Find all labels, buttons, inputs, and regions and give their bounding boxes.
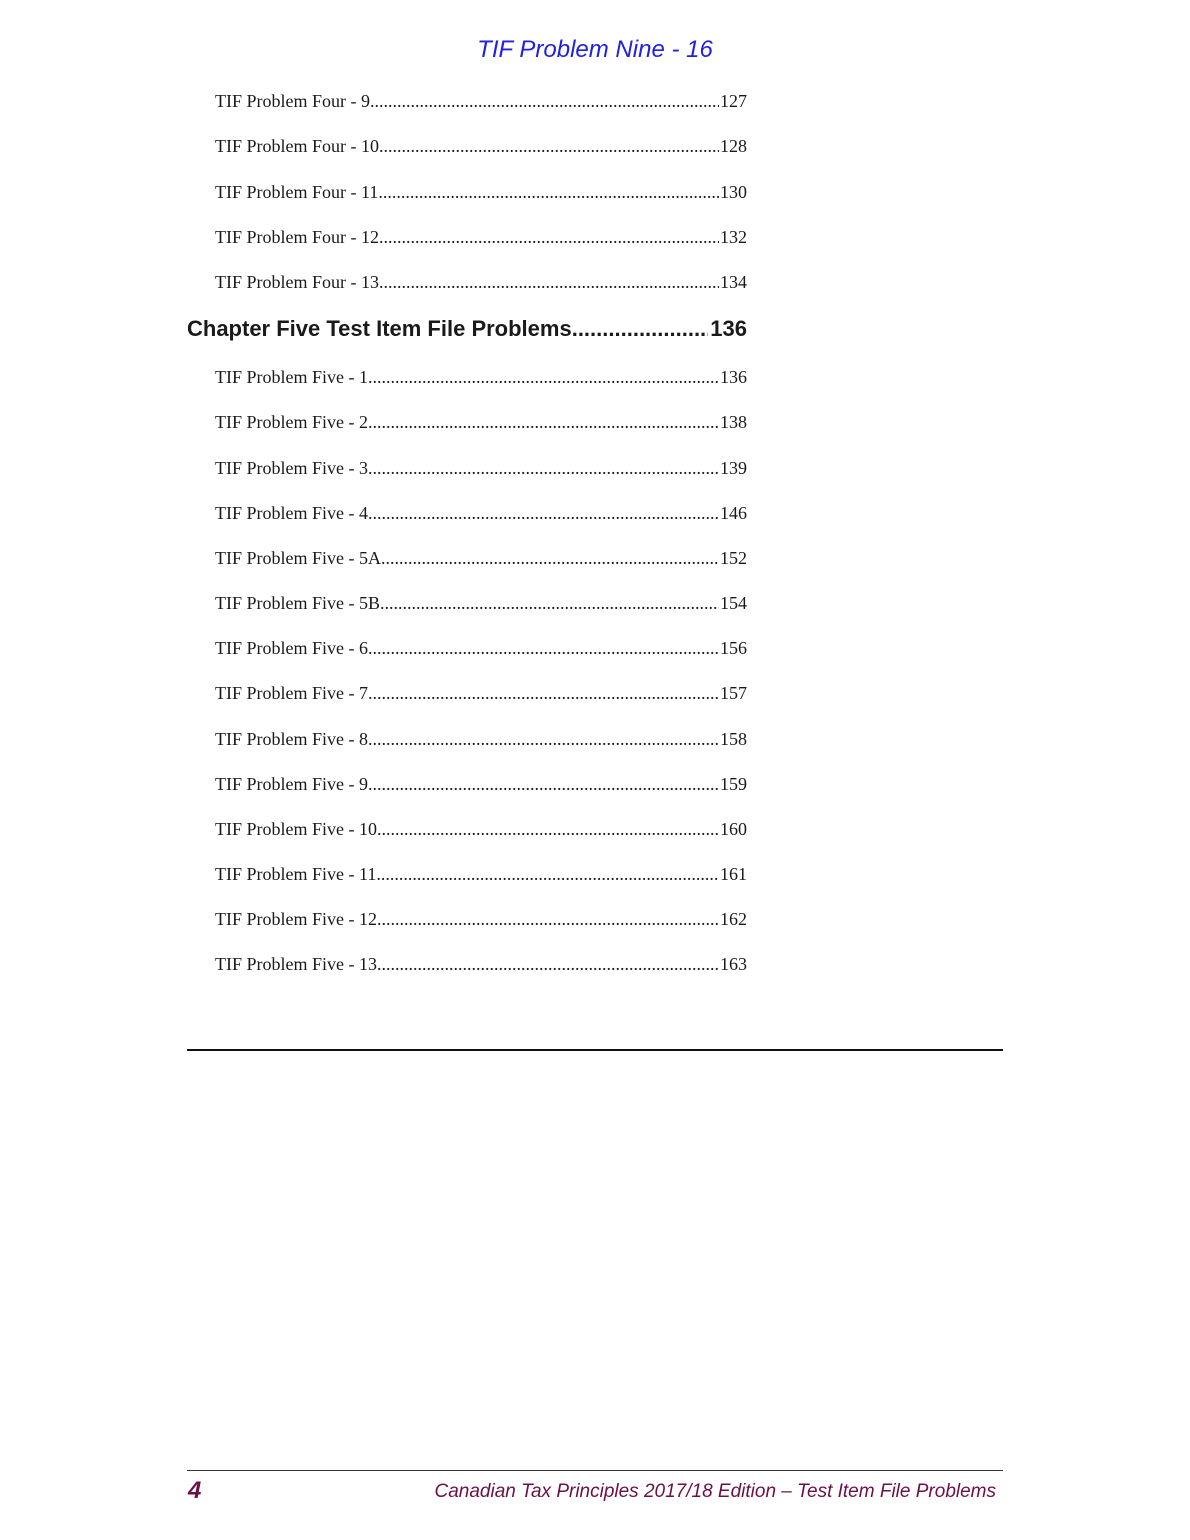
toc-leader-dots	[368, 727, 719, 751]
toc-entry-label: TIF Problem Four - 12	[215, 227, 379, 247]
footer-divider	[187, 1470, 1003, 1471]
toc-chapter-label: Chapter Five Test Item File Problems	[187, 316, 572, 341]
toc-entry-label: TIF Problem Five - 9	[215, 774, 368, 794]
toc-entry-page: 163	[720, 954, 747, 974]
toc-leader-dots	[368, 681, 719, 705]
toc-entry-label: TIF Problem Four - 10	[215, 136, 379, 156]
toc-entry-page: 159	[720, 774, 747, 794]
toc-entry-label: TIF Problem Five - 1	[215, 367, 368, 387]
toc-entry-page: 157	[720, 683, 747, 703]
toc-entry[interactable]	[215, 134, 747, 158]
toc-entry[interactable]	[215, 365, 747, 389]
toc-entry[interactable]	[215, 591, 747, 615]
toc-chapter-heading[interactable]	[187, 314, 747, 344]
toc-leader-dots	[370, 89, 719, 113]
toc-entry-label: TIF Problem Four - 9	[215, 91, 370, 111]
toc-leader-dots	[368, 410, 719, 434]
toc-entry-page: 154	[720, 593, 747, 613]
toc-entry-label: TIF Problem Four - 11	[215, 182, 379, 202]
toc-entry-label: TIF Problem Five - 10	[215, 819, 377, 839]
toc-leader-dots	[379, 134, 719, 158]
toc-entry-label: TIF Problem Five - 3	[215, 458, 368, 478]
toc-entry[interactable]	[215, 907, 747, 931]
toc-leader-dots	[378, 180, 719, 204]
toc-entry[interactable]	[215, 410, 747, 434]
toc-entry-page: 146	[720, 503, 747, 523]
toc-chapter-page: 136	[710, 316, 747, 341]
running-head: TIF Problem Nine - 16	[477, 36, 713, 63]
toc-entry-page: 139	[720, 458, 747, 478]
toc-entry[interactable]	[215, 546, 747, 570]
toc-entry-label: TIF Problem Four - 13	[215, 272, 379, 292]
toc-entry-page: 158	[720, 729, 747, 749]
toc-entry[interactable]	[215, 952, 747, 976]
footer-book-title: Canadian Tax Principles 2017/18 Edition – Test Item File Problems	[434, 1481, 996, 1502]
toc-entry-label: TIF Problem Five - 7	[215, 683, 368, 703]
toc-entry[interactable]	[215, 817, 747, 841]
toc-entry-label: TIF Problem Five - 5A	[215, 548, 381, 568]
toc-entry[interactable]	[215, 89, 747, 113]
footer-page-number: 4	[188, 1477, 202, 1504]
toc-entry-label: TIF Problem Five - 12	[215, 909, 377, 929]
toc-leader-dots	[368, 636, 719, 660]
toc-entry-page: 156	[720, 638, 747, 658]
toc-leader-dots	[368, 501, 719, 525]
toc-leader-dots	[572, 314, 709, 344]
toc-entry[interactable]	[215, 270, 747, 294]
toc-entry-page: 134	[720, 272, 747, 292]
toc-leader-dots	[379, 225, 719, 249]
toc-entry-page: 162	[720, 909, 747, 929]
toc-entry-page: 160	[720, 819, 747, 839]
toc-entry-label: TIF Problem Five - 2	[215, 412, 368, 432]
toc-entry[interactable]	[215, 772, 747, 796]
toc-leader-dots	[368, 365, 719, 389]
toc-entry-page: 128	[720, 136, 747, 156]
toc-entry-page: 161	[720, 864, 747, 884]
toc-entry[interactable]	[215, 225, 747, 249]
toc-leader-dots	[379, 270, 719, 294]
toc-entry-page: 138	[720, 412, 747, 432]
toc-entry-page: 152	[720, 548, 747, 568]
toc-leader-dots	[377, 817, 719, 841]
toc-entry-page: 132	[720, 227, 747, 247]
toc-entry-label: TIF Problem Five - 8	[215, 729, 368, 749]
toc-leader-dots	[381, 546, 719, 570]
toc-entry-label: TIF Problem Five - 11	[215, 864, 377, 884]
section-divider	[187, 1049, 1003, 1051]
toc-leader-dots	[377, 952, 719, 976]
toc-entry-label: TIF Problem Five - 4	[215, 503, 368, 523]
toc-leader-dots	[377, 907, 719, 931]
toc-entry[interactable]	[215, 501, 747, 525]
toc-entry-label: TIF Problem Five - 5B	[215, 593, 380, 613]
toc-leader-dots	[368, 772, 719, 796]
toc-leader-dots	[380, 591, 719, 615]
toc-entry[interactable]	[215, 636, 747, 660]
toc-entry-label: TIF Problem Five - 6	[215, 638, 368, 658]
toc-entry-label: TIF Problem Five - 13	[215, 954, 377, 974]
toc-entry-page: 130	[720, 182, 747, 202]
toc-entry-page: 136	[720, 367, 747, 387]
toc-entry[interactable]	[215, 456, 747, 480]
toc-entry[interactable]	[215, 681, 747, 705]
toc-entry-page: 127	[720, 91, 747, 111]
toc-entry[interactable]	[215, 727, 747, 751]
toc-leader-dots	[376, 862, 719, 886]
toc-leader-dots	[368, 456, 719, 480]
toc-entry[interactable]	[215, 862, 747, 886]
toc-entry[interactable]	[215, 180, 747, 204]
